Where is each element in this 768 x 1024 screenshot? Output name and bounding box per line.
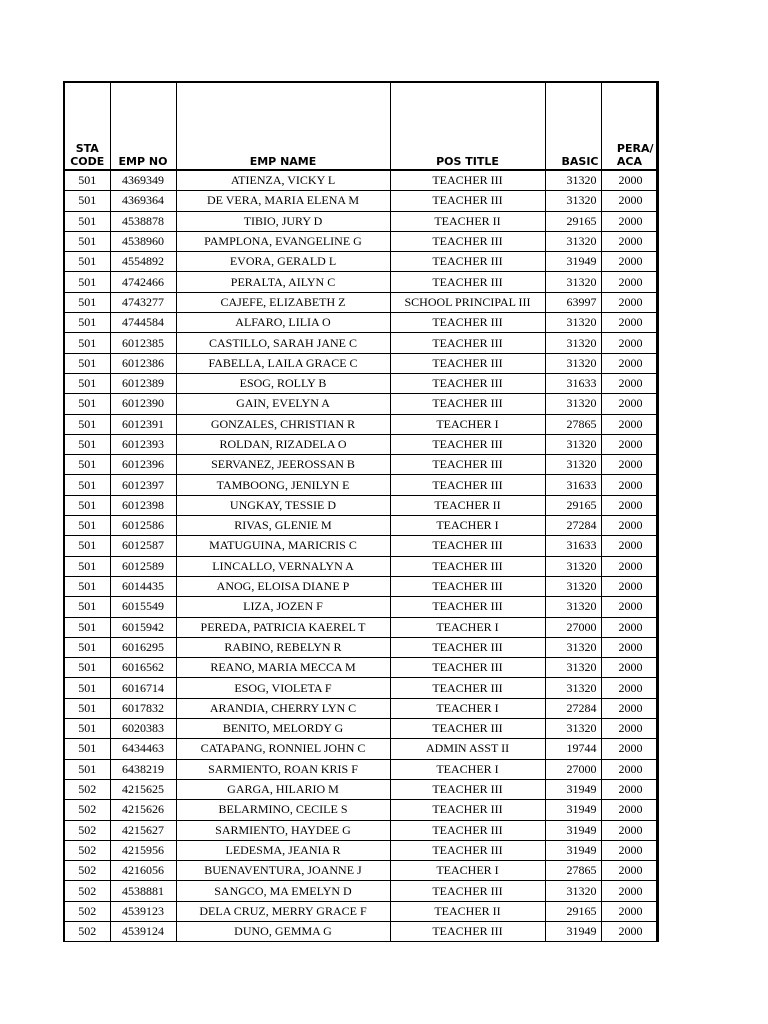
emp-no-cell: 4743277 bbox=[110, 292, 176, 312]
table-row bbox=[64, 252, 657, 272]
basic-cell: 31949 bbox=[545, 252, 601, 272]
sta-code-cell: 501 bbox=[64, 495, 110, 515]
pos-title-cell: TEACHER III bbox=[390, 658, 545, 678]
pos-title-cell: SCHOOL PRINCIPAL III bbox=[390, 292, 545, 312]
pera-aca-cell: 2000 bbox=[601, 840, 657, 860]
emp-name-cell: SANGCO, MA EMELYN D bbox=[176, 881, 390, 901]
table-row bbox=[64, 719, 657, 739]
table-row bbox=[64, 779, 657, 799]
pera-aca-cell: 2000 bbox=[601, 272, 657, 292]
emp-name-cell: ROLDAN, RIZADELA O bbox=[176, 434, 390, 454]
emp-name-cell: SERVANEZ, JEEROSSAN B bbox=[176, 455, 390, 475]
pera-aca-cell: 2000 bbox=[601, 698, 657, 718]
basic-cell: 31320 bbox=[545, 434, 601, 454]
pera-aca-cell: 2000 bbox=[601, 455, 657, 475]
emp-no-cell: 4538881 bbox=[110, 881, 176, 901]
pos-title-cell: TEACHER III bbox=[390, 373, 545, 393]
table-row bbox=[64, 840, 657, 860]
pera-aca-cell: 2000 bbox=[601, 333, 657, 353]
emp-name-cell: RIVAS, GLENIE M bbox=[176, 516, 390, 536]
pos-title-cell: TEACHER III bbox=[390, 191, 545, 211]
pera-aca-cell: 2000 bbox=[601, 170, 657, 191]
table-row bbox=[64, 739, 657, 759]
emp-no-cell: 4369364 bbox=[110, 191, 176, 211]
basic-cell: 31949 bbox=[545, 840, 601, 860]
col-header-emp-name: EMP NAME bbox=[176, 82, 390, 170]
table-row bbox=[64, 617, 657, 637]
sta-code-cell: 501 bbox=[64, 739, 110, 759]
emp-name-cell: ARANDIA, CHERRY LYN C bbox=[176, 698, 390, 718]
emp-name-cell: ESOG, ROLLY B bbox=[176, 373, 390, 393]
emp-no-cell: 6016295 bbox=[110, 637, 176, 657]
pera-aca-cell: 2000 bbox=[601, 475, 657, 495]
sta-code-cell: 501 bbox=[64, 475, 110, 495]
emp-no-cell: 4744584 bbox=[110, 313, 176, 333]
table-row bbox=[64, 455, 657, 475]
emp-no-cell: 4742466 bbox=[110, 272, 176, 292]
basic-cell: 31320 bbox=[545, 191, 601, 211]
emp-no-cell: 4215625 bbox=[110, 779, 176, 799]
basic-cell: 31320 bbox=[545, 272, 601, 292]
emp-name-cell: ESOG, VIOLETA F bbox=[176, 678, 390, 698]
table-row bbox=[64, 800, 657, 820]
basic-cell: 29165 bbox=[545, 495, 601, 515]
pera-aca-cell: 2000 bbox=[601, 759, 657, 779]
emp-no-cell: 6012589 bbox=[110, 556, 176, 576]
emp-no-cell: 4369349 bbox=[110, 170, 176, 191]
pera-aca-cell: 2000 bbox=[601, 414, 657, 434]
pos-title-cell: TEACHER I bbox=[390, 759, 545, 779]
table-row bbox=[64, 901, 657, 921]
emp-name-cell: BUENAVENTURA, JOANNE J bbox=[176, 861, 390, 881]
sta-code-cell: 501 bbox=[64, 617, 110, 637]
emp-no-cell: 6438219 bbox=[110, 759, 176, 779]
sta-code-cell: 501 bbox=[64, 313, 110, 333]
pera-aca-cell: 2000 bbox=[601, 191, 657, 211]
sta-code-cell: 501 bbox=[64, 455, 110, 475]
emp-no-cell: 6012385 bbox=[110, 333, 176, 353]
emp-name-cell: TIBIO, JURY D bbox=[176, 211, 390, 231]
pos-title-cell: TEACHER I bbox=[390, 516, 545, 536]
basic-cell: 31320 bbox=[545, 678, 601, 698]
sta-code-cell: 502 bbox=[64, 800, 110, 820]
table-row bbox=[64, 658, 657, 678]
emp-name-cell: ALFARO, LILIA O bbox=[176, 313, 390, 333]
sta-code-cell: 501 bbox=[64, 191, 110, 211]
col-header-pos-title: POS TITLE bbox=[390, 82, 545, 170]
sta-code-cell: 501 bbox=[64, 272, 110, 292]
table-row bbox=[64, 698, 657, 718]
sta-code-cell: 501 bbox=[64, 252, 110, 272]
pera-aca-cell: 2000 bbox=[601, 556, 657, 576]
pera-aca-cell: 2000 bbox=[601, 536, 657, 556]
emp-no-cell: 6016714 bbox=[110, 678, 176, 698]
emp-no-cell: 6020383 bbox=[110, 719, 176, 739]
emp-name-cell: SARMIENTO, HAYDEE G bbox=[176, 820, 390, 840]
table-row bbox=[64, 313, 657, 333]
pos-title-cell: TEACHER II bbox=[390, 495, 545, 515]
employee-table bbox=[63, 81, 659, 942]
pera-aca-cell: 2000 bbox=[601, 516, 657, 536]
basic-cell: 31320 bbox=[545, 556, 601, 576]
pos-title-cell: ADMIN ASST II bbox=[390, 739, 545, 759]
basic-cell: 31320 bbox=[545, 658, 601, 678]
sta-code-cell: 501 bbox=[64, 373, 110, 393]
sta-code-cell: 501 bbox=[64, 211, 110, 231]
sta-code-cell: 501 bbox=[64, 658, 110, 678]
table-row bbox=[64, 292, 657, 312]
emp-name-cell: ANOG, ELOISA DIANE P bbox=[176, 576, 390, 596]
table-row bbox=[64, 394, 657, 414]
emp-no-cell: 6012398 bbox=[110, 495, 176, 515]
emp-no-cell: 6012391 bbox=[110, 414, 176, 434]
col-header-emp-no: EMP NO bbox=[110, 82, 176, 170]
basic-cell: 31320 bbox=[545, 455, 601, 475]
table-row bbox=[64, 495, 657, 515]
pera-aca-cell: 2000 bbox=[601, 719, 657, 739]
pera-aca-cell: 2000 bbox=[601, 881, 657, 901]
emp-no-cell: 6012393 bbox=[110, 434, 176, 454]
pos-title-cell: TEACHER III bbox=[390, 333, 545, 353]
basic-cell: 29165 bbox=[545, 901, 601, 921]
pera-aca-header-label: PERA/ ACA bbox=[616, 142, 654, 168]
pos-title-cell: TEACHER II bbox=[390, 901, 545, 921]
basic-cell: 27865 bbox=[545, 861, 601, 881]
header-row bbox=[64, 82, 657, 170]
basic-cell: 31320 bbox=[545, 353, 601, 373]
sta-code-cell: 501 bbox=[64, 637, 110, 657]
table-row bbox=[64, 211, 657, 231]
sta-code-cell: 501 bbox=[64, 698, 110, 718]
sta-code-cell: 502 bbox=[64, 921, 110, 941]
basic-cell: 31320 bbox=[545, 313, 601, 333]
sta-code-cell: 501 bbox=[64, 556, 110, 576]
pera-aca-cell: 2000 bbox=[601, 252, 657, 272]
emp-no-cell: 4215626 bbox=[110, 800, 176, 820]
emp-no-cell: 6434463 bbox=[110, 739, 176, 759]
basic-cell: 19744 bbox=[545, 739, 601, 759]
basic-cell: 31320 bbox=[545, 231, 601, 251]
pera-aca-cell: 2000 bbox=[601, 394, 657, 414]
pera-aca-cell: 2000 bbox=[601, 313, 657, 333]
emp-name-cell: TAMBOONG, JENILYN E bbox=[176, 475, 390, 495]
emp-no-cell: 6012587 bbox=[110, 536, 176, 556]
emp-name-cell: DE VERA, MARIA ELENA M bbox=[176, 191, 390, 211]
sta-code-cell: 501 bbox=[64, 231, 110, 251]
pera-aca-cell: 2000 bbox=[601, 800, 657, 820]
pera-aca-cell: 2000 bbox=[601, 292, 657, 312]
table-row bbox=[64, 191, 657, 211]
table-row bbox=[64, 556, 657, 576]
emp-name-cell: PERALTA, AILYN C bbox=[176, 272, 390, 292]
basic-cell: 31633 bbox=[545, 373, 601, 393]
pera-aca-cell: 2000 bbox=[601, 353, 657, 373]
emp-name-cell: BENITO, MELORDY G bbox=[176, 719, 390, 739]
table-row bbox=[64, 333, 657, 353]
sta-code-cell: 501 bbox=[64, 516, 110, 536]
table-row bbox=[64, 881, 657, 901]
emp-no-cell: 4539124 bbox=[110, 921, 176, 941]
emp-no-cell: 6012397 bbox=[110, 475, 176, 495]
pos-title-cell: TEACHER III bbox=[390, 840, 545, 860]
pos-title-cell: TEACHER III bbox=[390, 820, 545, 840]
table-row bbox=[64, 434, 657, 454]
pera-aca-cell: 2000 bbox=[601, 495, 657, 515]
table-row bbox=[64, 272, 657, 292]
table-row bbox=[64, 373, 657, 393]
pos-title-cell: TEACHER III bbox=[390, 252, 545, 272]
col-header-pera-aca bbox=[601, 82, 657, 170]
emp-name-cell: GARGA, HILARIO M bbox=[176, 779, 390, 799]
table-row bbox=[64, 597, 657, 617]
emp-name-cell: ATIENZA, VICKY L bbox=[176, 170, 390, 191]
emp-no-cell: 4554892 bbox=[110, 252, 176, 272]
pos-title-cell: TEACHER III bbox=[390, 576, 545, 596]
emp-no-cell: 4538878 bbox=[110, 211, 176, 231]
pera-aca-cell: 2000 bbox=[601, 921, 657, 941]
basic-cell: 31949 bbox=[545, 800, 601, 820]
sta-code-cell: 502 bbox=[64, 861, 110, 881]
emp-no-cell: 6012386 bbox=[110, 353, 176, 373]
sta-code-cell: 502 bbox=[64, 840, 110, 860]
pera-aca-cell: 2000 bbox=[601, 658, 657, 678]
table-row bbox=[64, 475, 657, 495]
pos-title-cell: TEACHER III bbox=[390, 455, 545, 475]
sta-code-cell: 501 bbox=[64, 576, 110, 596]
pos-title-cell: TEACHER III bbox=[390, 881, 545, 901]
pera-aca-cell: 2000 bbox=[601, 861, 657, 881]
basic-cell: 31320 bbox=[545, 881, 601, 901]
sta-code-cell: 501 bbox=[64, 759, 110, 779]
emp-name-cell: MATUGUINA, MARICRIS C bbox=[176, 536, 390, 556]
sta-code-cell: 501 bbox=[64, 333, 110, 353]
table-row bbox=[64, 861, 657, 881]
sta-code-cell: 501 bbox=[64, 434, 110, 454]
table-row bbox=[64, 820, 657, 840]
pos-title-cell: TEACHER III bbox=[390, 536, 545, 556]
emp-no-cell: 6012389 bbox=[110, 373, 176, 393]
basic-cell: 31633 bbox=[545, 475, 601, 495]
pera-aca-cell: 2000 bbox=[601, 820, 657, 840]
table-row bbox=[64, 353, 657, 373]
pos-title-cell: TEACHER III bbox=[390, 272, 545, 292]
table-row bbox=[64, 536, 657, 556]
pos-title-cell: TEACHER III bbox=[390, 800, 545, 820]
emp-name-cell: CASTILLO, SARAH JANE C bbox=[176, 333, 390, 353]
table-row bbox=[64, 921, 657, 941]
emp-name-cell: REANO, MARIA MECCA M bbox=[176, 658, 390, 678]
table-row bbox=[64, 231, 657, 251]
basic-cell: 27000 bbox=[545, 617, 601, 637]
emp-no-cell: 6016562 bbox=[110, 658, 176, 678]
sta-code-cell: 501 bbox=[64, 536, 110, 556]
sta-code-cell: 501 bbox=[64, 170, 110, 191]
emp-name-cell: DELA CRUZ, MERRY GRACE F bbox=[176, 901, 390, 921]
basic-cell: 27865 bbox=[545, 414, 601, 434]
basic-cell: 31949 bbox=[545, 820, 601, 840]
emp-name-cell: DUNO, GEMMA G bbox=[176, 921, 390, 941]
pera-aca-cell: 2000 bbox=[601, 617, 657, 637]
sta-code-cell: 501 bbox=[64, 719, 110, 739]
sta-code-cell: 501 bbox=[64, 353, 110, 373]
emp-name-cell: BELARMINO, CECILE S bbox=[176, 800, 390, 820]
table-row bbox=[64, 759, 657, 779]
basic-cell: 63997 bbox=[545, 292, 601, 312]
sta-code-cell: 501 bbox=[64, 678, 110, 698]
pera-aca-cell: 2000 bbox=[601, 739, 657, 759]
emp-no-cell: 6012396 bbox=[110, 455, 176, 475]
sta-code-cell: 502 bbox=[64, 901, 110, 921]
col-header-sta-code bbox=[64, 82, 110, 170]
table-header bbox=[64, 82, 657, 170]
emp-no-cell: 4539123 bbox=[110, 901, 176, 921]
emp-name-cell: LINCALLO, VERNALYN A bbox=[176, 556, 390, 576]
sta-code-cell: 502 bbox=[64, 820, 110, 840]
emp-name-cell: SARMIENTO, ROAN KRIS F bbox=[176, 759, 390, 779]
sta-code-cell: 502 bbox=[64, 779, 110, 799]
pera-aca-cell: 2000 bbox=[601, 597, 657, 617]
emp-no-cell: 6014435 bbox=[110, 576, 176, 596]
emp-no-cell: 4538960 bbox=[110, 231, 176, 251]
emp-name-cell: PEREDA, PATRICIA KAEREL T bbox=[176, 617, 390, 637]
emp-no-cell: 6012586 bbox=[110, 516, 176, 536]
pos-title-cell: TEACHER III bbox=[390, 921, 545, 941]
sta-code-cell: 501 bbox=[64, 394, 110, 414]
col-header-basic: BASIC bbox=[545, 82, 601, 170]
pera-aca-cell: 2000 bbox=[601, 678, 657, 698]
emp-no-cell: 6015549 bbox=[110, 597, 176, 617]
emp-name-cell: PAMPLONA, EVANGELINE G bbox=[176, 231, 390, 251]
emp-name-cell: FABELLA, LAILA GRACE C bbox=[176, 353, 390, 373]
sta-code-cell: 501 bbox=[64, 597, 110, 617]
emp-no-cell: 6017832 bbox=[110, 698, 176, 718]
table-body bbox=[64, 170, 657, 942]
table-row bbox=[64, 576, 657, 596]
pera-aca-cell: 2000 bbox=[601, 434, 657, 454]
basic-cell: 27284 bbox=[545, 516, 601, 536]
basic-cell: 27000 bbox=[545, 759, 601, 779]
table-row bbox=[64, 170, 657, 191]
pos-title-cell: TEACHER III bbox=[390, 434, 545, 454]
pera-aca-cell: 2000 bbox=[601, 901, 657, 921]
sta-code-cell: 501 bbox=[64, 292, 110, 312]
basic-cell: 29165 bbox=[545, 211, 601, 231]
basic-cell: 31320 bbox=[545, 597, 601, 617]
basic-cell: 31633 bbox=[545, 536, 601, 556]
emp-no-cell: 4215956 bbox=[110, 840, 176, 860]
emp-name-cell: LIZA, JOZEN F bbox=[176, 597, 390, 617]
pera-aca-cell: 2000 bbox=[601, 637, 657, 657]
pera-aca-cell: 2000 bbox=[601, 576, 657, 596]
pos-title-cell: TEACHER III bbox=[390, 170, 545, 191]
emp-no-cell: 6012390 bbox=[110, 394, 176, 414]
emp-name-cell: RABINO, REBELYN R bbox=[176, 637, 390, 657]
emp-name-cell: LEDESMA, JEANIA R bbox=[176, 840, 390, 860]
table-row bbox=[64, 414, 657, 434]
pos-title-cell: TEACHER III bbox=[390, 637, 545, 657]
basic-cell: 31320 bbox=[545, 719, 601, 739]
pos-title-cell: TEACHER III bbox=[390, 394, 545, 414]
basic-cell: 31949 bbox=[545, 779, 601, 799]
table-row bbox=[64, 516, 657, 536]
emp-name-cell: CAJEFE, ELIZABETH Z bbox=[176, 292, 390, 312]
pos-title-cell: TEACHER I bbox=[390, 698, 545, 718]
pos-title-cell: TEACHER III bbox=[390, 313, 545, 333]
sta-code-cell: 501 bbox=[64, 414, 110, 434]
emp-no-cell: 4216056 bbox=[110, 861, 176, 881]
pos-title-cell: TEACHER III bbox=[390, 719, 545, 739]
pera-aca-cell: 2000 bbox=[601, 373, 657, 393]
pos-title-cell: TEACHER III bbox=[390, 475, 545, 495]
emp-no-cell: 6015942 bbox=[110, 617, 176, 637]
basic-cell: 31320 bbox=[545, 394, 601, 414]
pera-aca-cell: 2000 bbox=[601, 211, 657, 231]
emp-name-cell: EVORA, GERALD L bbox=[176, 252, 390, 272]
pos-title-cell: TEACHER I bbox=[390, 861, 545, 881]
basic-cell: 31949 bbox=[545, 921, 601, 941]
pos-title-cell: TEACHER III bbox=[390, 231, 545, 251]
emp-no-cell: 4215627 bbox=[110, 820, 176, 840]
pos-title-cell: TEACHER III bbox=[390, 353, 545, 373]
sta-code-header-label: STA CODE bbox=[70, 142, 105, 168]
emp-name-cell: CATAPANG, RONNIEL JOHN C bbox=[176, 739, 390, 759]
pos-title-cell: TEACHER III bbox=[390, 678, 545, 698]
basic-cell: 31320 bbox=[545, 170, 601, 191]
pos-title-cell: TEACHER III bbox=[390, 779, 545, 799]
basic-cell: 31320 bbox=[545, 333, 601, 353]
basic-cell: 31320 bbox=[545, 576, 601, 596]
pera-aca-cell: 2000 bbox=[601, 779, 657, 799]
pos-title-cell: TEACHER III bbox=[390, 597, 545, 617]
pera-aca-cell: 2000 bbox=[601, 231, 657, 251]
emp-name-cell: GAIN, EVELYN A bbox=[176, 394, 390, 414]
emp-name-cell: GONZALES, CHRISTIAN R bbox=[176, 414, 390, 434]
basic-cell: 31320 bbox=[545, 637, 601, 657]
table-row bbox=[64, 678, 657, 698]
pos-title-cell: TEACHER I bbox=[390, 617, 545, 637]
pos-title-cell: TEACHER I bbox=[390, 414, 545, 434]
pos-title-cell: TEACHER III bbox=[390, 556, 545, 576]
pos-title-cell: TEACHER II bbox=[390, 211, 545, 231]
basic-cell: 27284 bbox=[545, 698, 601, 718]
table-row bbox=[64, 637, 657, 657]
sta-code-cell: 502 bbox=[64, 881, 110, 901]
emp-name-cell: UNGKAY, TESSIE D bbox=[176, 495, 390, 515]
